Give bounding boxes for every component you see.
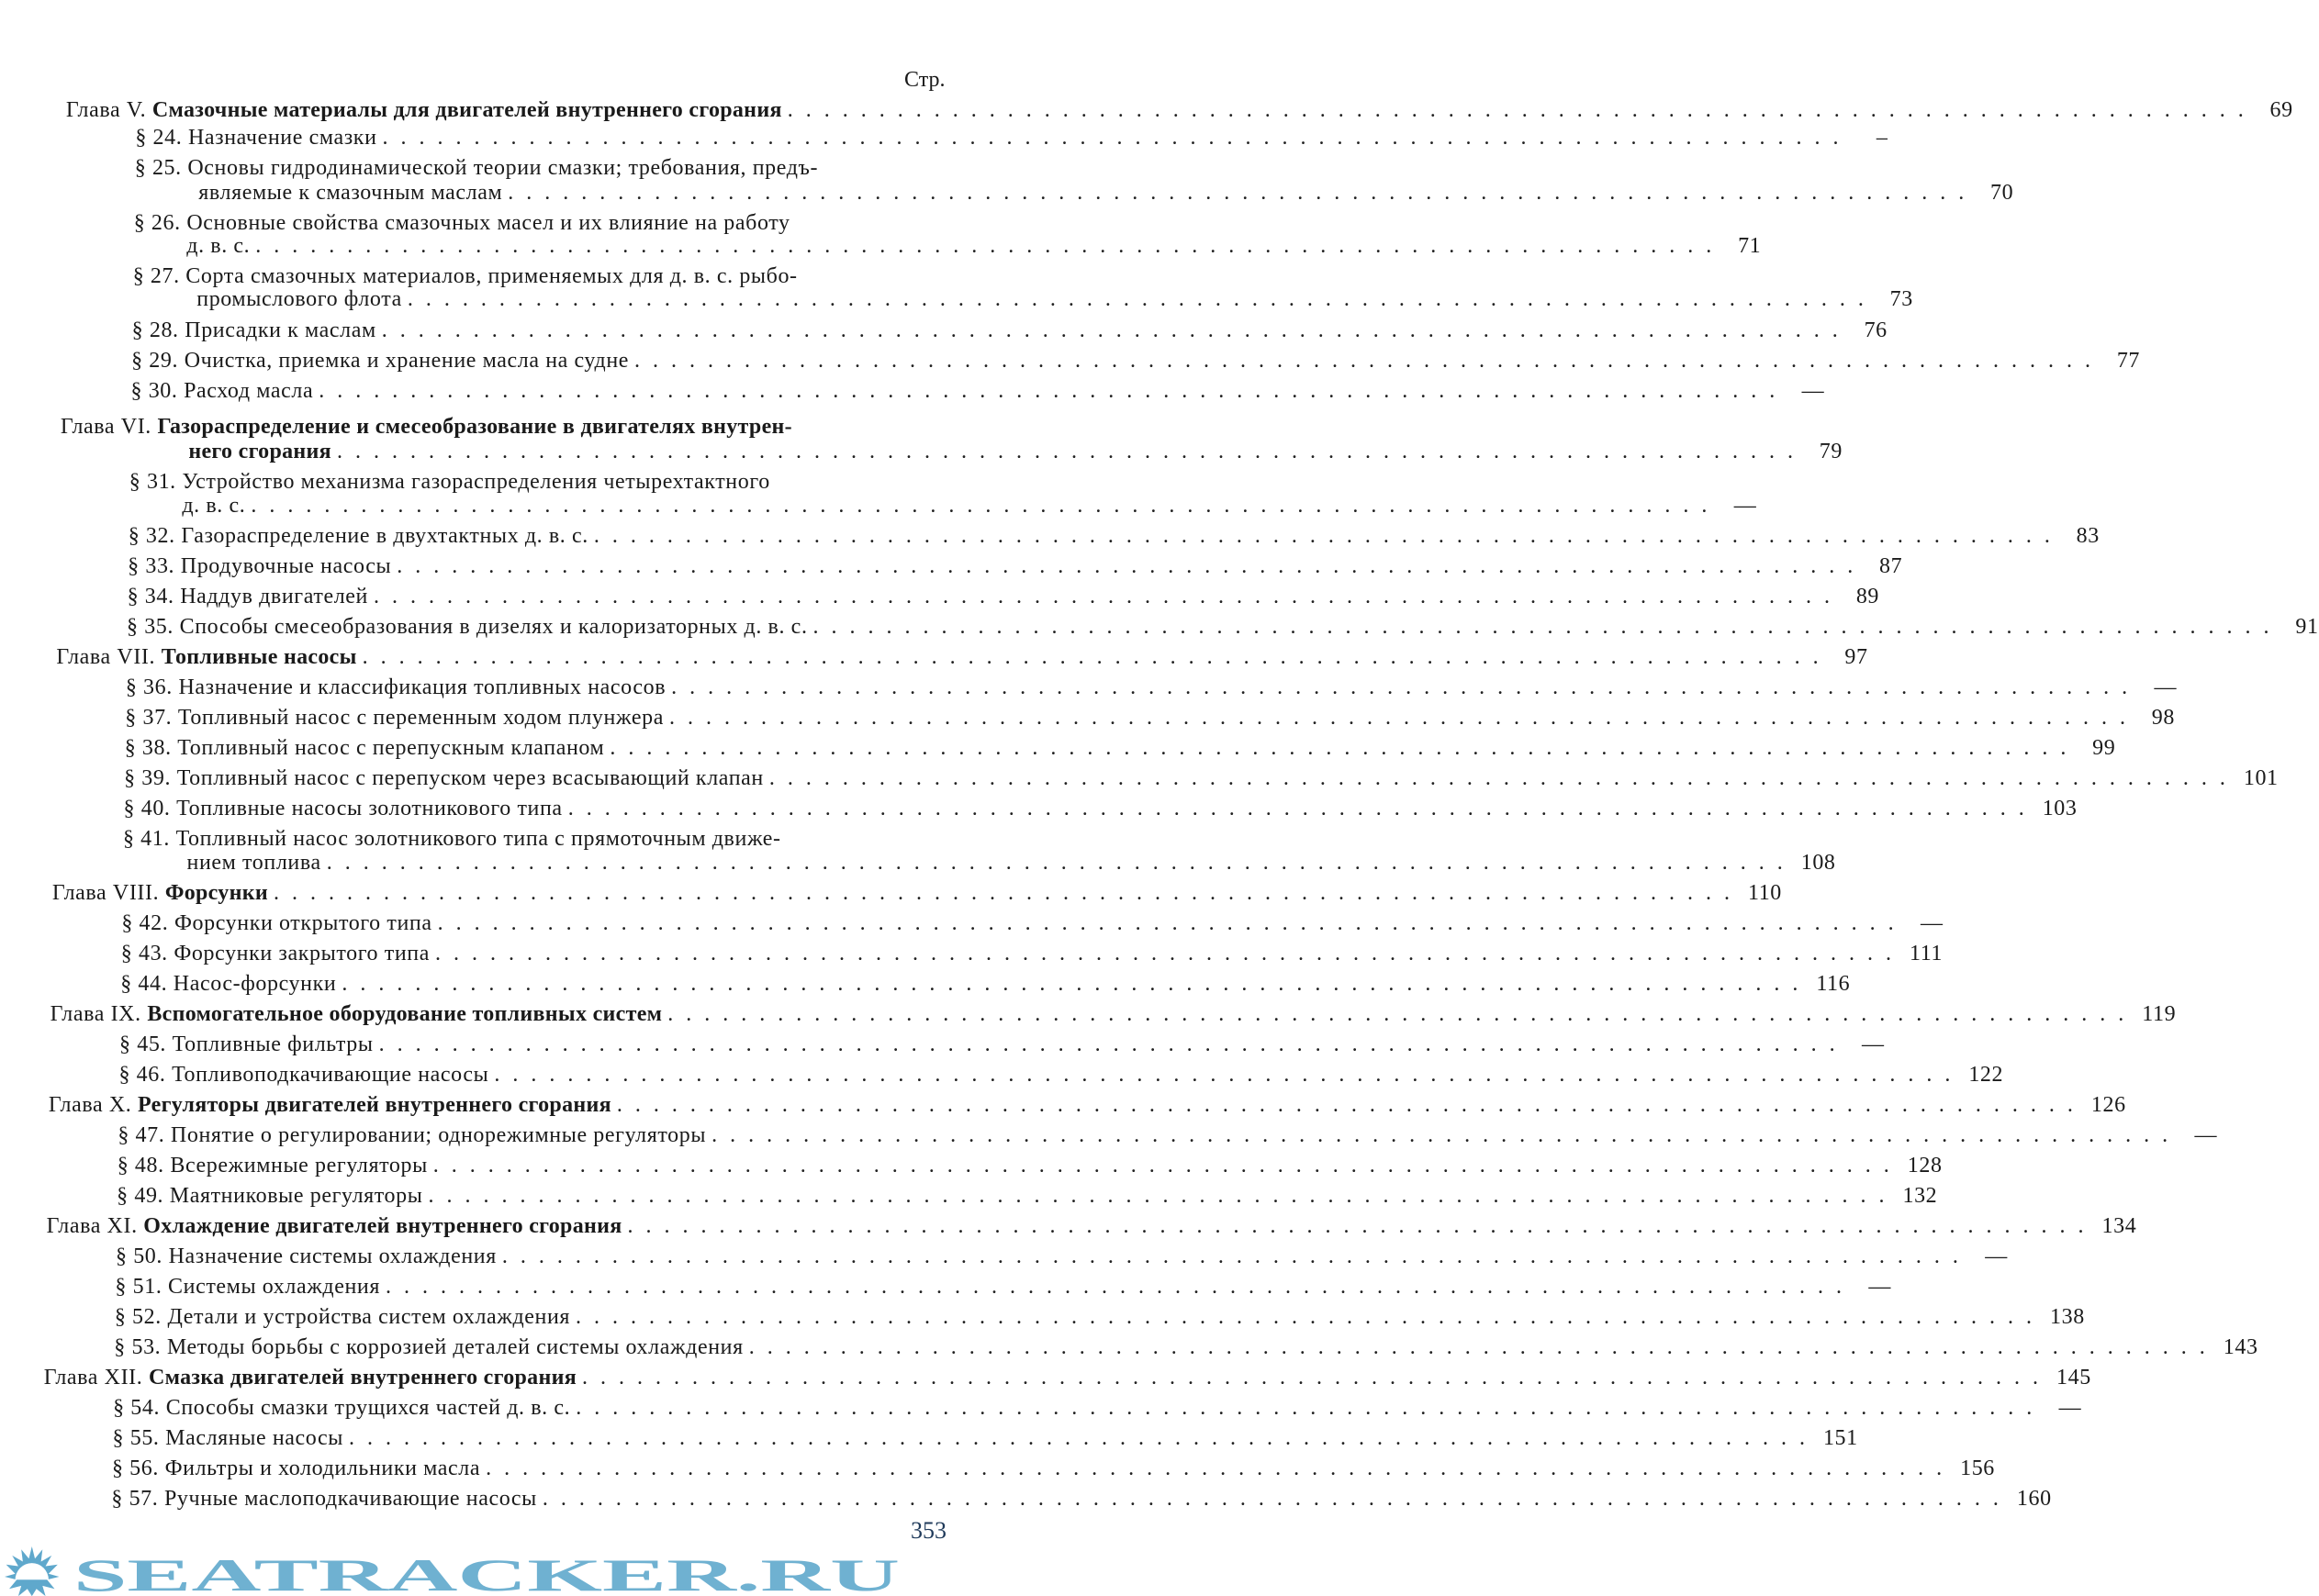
toc-chapter-row (43, 1366, 2091, 1390)
toc-section-row (129, 471, 962, 493)
dot-leader: ................................................................................ (671, 675, 2141, 699)
page-ref: — (1801, 379, 1825, 403)
section-title: Очистка, приемка и хранение масла на судне (184, 349, 630, 373)
toc-section-row (125, 706, 2175, 730)
section-title: являемые к смазочным маслам (198, 181, 503, 205)
toc-section-row (117, 1154, 1943, 1177)
section-number: § 56. (111, 1456, 159, 1480)
section-title: Фильтры и холодильники масла (164, 1456, 481, 1480)
section-number: § 43. (120, 942, 168, 965)
dot-leader: ................................................................................ (508, 181, 1977, 205)
section-title: Системы охлаждения (168, 1275, 380, 1299)
page-ref: 101 (2243, 766, 2279, 790)
section-number: § 41. (122, 827, 170, 851)
page-ref: 103 (2042, 797, 2078, 820)
toc-entry-text (128, 555, 391, 577)
dot-leader: ................................................................................ (501, 1244, 1971, 1268)
page-ref: 98 (2151, 706, 2175, 730)
dot-leader: ................................................................................ (812, 615, 2282, 639)
toc-entry-text (116, 1245, 497, 1267)
toc-entry-text (115, 1276, 380, 1298)
toc-section-row (128, 524, 2100, 548)
toc-entry-text (115, 1306, 570, 1328)
section-title: Ручные маслоподкачивающие насосы (163, 1487, 537, 1511)
chapter-title: Форсунки (164, 881, 268, 905)
section-number: § 50. (116, 1244, 162, 1268)
page-ref: 91 (2295, 615, 2319, 639)
toc-entry-text (132, 319, 376, 341)
section-number: § 47. (118, 1123, 165, 1147)
page-ref: — (2194, 1123, 2218, 1147)
page-ref: 70 (1990, 181, 2014, 205)
section-title: Основные свойства смазочных масел и их влияние на работу (186, 211, 790, 235)
toc-entry-text (113, 1427, 343, 1449)
watermark-logo (0, 1546, 991, 1596)
toc-section-row (124, 766, 2279, 790)
page-ref: 69 (2269, 98, 2293, 122)
dot-leader: ................................................................................ (255, 234, 1725, 258)
toc-chapter-row (188, 440, 1843, 463)
section-title: Форсунки открытого типа (174, 911, 432, 935)
section-number: § 44. (120, 972, 168, 996)
chapter-label: Глава VII. (56, 645, 156, 669)
toc-entry-text (125, 707, 664, 729)
section-title: Топливные фильтры (172, 1032, 374, 1056)
section-number: § 26. (133, 211, 181, 235)
toc-entry-text (182, 495, 245, 517)
section-number: § 38. (124, 736, 172, 760)
page-ref: 77 (2116, 349, 2141, 373)
dot-leader: ................................................................................ (610, 736, 2079, 760)
page-ref: — (2154, 675, 2178, 699)
toc-entry-text (117, 1185, 422, 1207)
toc-entry-text (52, 882, 268, 904)
toc-section-row (120, 972, 1851, 996)
toc-entry-text (118, 1064, 488, 1086)
toc-entry-text (135, 127, 376, 149)
toc-entry-text (198, 182, 502, 204)
toc-entry-text (187, 852, 321, 874)
page-ref: 76 (1864, 318, 1888, 342)
toc-section-row (135, 126, 1888, 150)
section-title: Топливный насос с переменным ходом плунжера (177, 706, 664, 730)
page-ref: 99 (2092, 736, 2116, 760)
dot-leader: ................................................................................ (397, 554, 1866, 578)
page-ref: 116 (1816, 972, 1851, 996)
page-ref: 126 (2090, 1093, 2126, 1117)
section-number: § 39. (124, 766, 172, 790)
toc-entry-text (112, 1457, 480, 1479)
toc-section-row (196, 287, 1913, 311)
page-ref: 128 (1907, 1154, 1943, 1177)
toc-section-row (113, 1396, 2082, 1420)
page-number: 353 (911, 1517, 947, 1544)
section-title: д. в. с. (186, 234, 251, 258)
toc-section-row (133, 265, 964, 287)
toc-section-row (127, 585, 1880, 608)
toc-entry-text (131, 350, 629, 372)
page-ref: — (2058, 1396, 2082, 1420)
dot-leader: ................................................................................ (378, 1032, 1848, 1056)
section-title: Топливный насос с перепуском через всасывающий клапан (176, 766, 764, 790)
page-ref: — (1985, 1244, 2008, 1268)
toc-section-row (120, 942, 1944, 965)
toc-entry-text (120, 973, 336, 995)
section-title: Назначение смазки (187, 126, 377, 150)
dot-leader: ................................................................................ (274, 881, 1742, 905)
toc-chapter-row (50, 1002, 2177, 1026)
toc-entry-text (118, 1155, 428, 1177)
dot-leader: ................................................................................ (382, 126, 1852, 150)
dot-leader: ................................................................................ (616, 1093, 2086, 1117)
toc-entry-text (134, 212, 790, 234)
toc-entry-text (196, 288, 402, 310)
toc-entry-text (133, 265, 798, 287)
toc-entry-text (129, 471, 770, 493)
dot-leader: ................................................................................ (711, 1123, 2181, 1147)
section-title: Устройство механизма газораспределения четырехтактного (182, 470, 770, 494)
toc-section-row (127, 615, 2319, 639)
section-title: Маятниковые регуляторы (169, 1184, 423, 1208)
section-number: § 45. (119, 1032, 167, 1056)
toc-section-row (182, 494, 1757, 518)
page-ref: 79 (1819, 440, 1843, 463)
page-ref: 73 (1889, 287, 1913, 311)
toc-entry-text (50, 1003, 663, 1025)
dot-leader: ................................................................................ (428, 1184, 1898, 1208)
toc-section-row (111, 1487, 2052, 1511)
chapter-label: Глава V. (65, 98, 147, 122)
dot-leader: ................................................................................ (542, 1487, 2011, 1511)
dot-leader: ................................................................................ (567, 797, 2037, 820)
chapter-label: Глава VIII. (51, 881, 160, 905)
dot-leader: ................................................................................ (576, 1305, 2045, 1329)
dot-leader: ................................................................................ (748, 1335, 2218, 1359)
toc-section-row (121, 911, 1944, 935)
page-ref: — (1868, 1275, 1891, 1299)
dot-leader: ................................................................................ (668, 706, 2138, 730)
toc-entry-text (121, 912, 431, 934)
page-ref: 89 (1855, 585, 1880, 608)
chapter-label: Глава XII. (43, 1366, 143, 1390)
dot-leader: ................................................................................ (362, 645, 1832, 669)
section-number: § 46. (118, 1063, 166, 1087)
dot-leader: ................................................................................ (348, 1426, 1818, 1450)
page-ref: 138 (2050, 1305, 2085, 1329)
toc-entry-text (119, 1033, 374, 1055)
dot-leader: ................................................................................ (576, 1396, 2045, 1420)
section-title: Насос-форсунки (173, 972, 337, 996)
section-number: § 33. (128, 554, 175, 578)
dot-leader: ................................................................................ (667, 1002, 2137, 1026)
section-title: Продувочные насосы (180, 554, 392, 578)
toc-entry-text (49, 1094, 611, 1116)
toc-section-row (131, 349, 2141, 373)
toc-section-row (117, 1184, 1938, 1208)
dot-leader: ................................................................................ (251, 494, 1720, 518)
dot-leader: ................................................................................ (768, 766, 2238, 790)
chapter-label: Глава IX. (50, 1002, 141, 1026)
toc-section-row (118, 1123, 2218, 1147)
section-title: Понятие о регулировании; однорежимные регуляторы (170, 1123, 707, 1147)
section-title: Способы смесеобразования в дизелях и калоризаторных д. в. с. (179, 615, 808, 639)
section-title: Присадки к маслам (185, 318, 376, 342)
section-title: Сорта смазочных материалов, применяемых для д. в. с. рыбо- (185, 264, 798, 288)
chapter-title: Смазочные материалы для двигателей внутреннего сгорания (151, 98, 782, 122)
toc-section-row (118, 1063, 2004, 1087)
chapter-title: Вспомогательное оборудование топливных систем (147, 1002, 663, 1026)
toc-entry-text (113, 1397, 570, 1419)
page-ref: 145 (2056, 1366, 2091, 1390)
page-ref: — (1862, 1032, 1885, 1056)
page-column-label: Стр. (904, 68, 946, 92)
toc-entry-text (135, 157, 818, 179)
dot-leader: ................................................................................ (432, 1154, 1902, 1177)
toc-section-row (114, 1335, 2258, 1359)
dot-leader: ................................................................................ (336, 440, 1806, 463)
dot-leader: ................................................................................ (342, 972, 1811, 996)
toc-section-row (134, 212, 965, 234)
toc-entry-text (66, 99, 782, 121)
chapter-label: Глава VI. (60, 415, 151, 439)
section-title: Основы гидродинамической теории смазки; требования, предъ- (187, 156, 819, 180)
toc-section-row (128, 554, 1903, 578)
page-ref: — (1733, 494, 1757, 518)
dot-leader: ................................................................................ (634, 349, 2104, 373)
section-number: § 55. (112, 1426, 160, 1450)
toc-section-row (123, 797, 2078, 820)
page-ref: 143 (2223, 1335, 2258, 1359)
chapter-title: Регуляторы двигателей внутреннего сгорания (137, 1093, 611, 1117)
section-title: Масляные насосы (165, 1426, 343, 1450)
page-ref: 97 (1844, 645, 1868, 669)
chapter-title: Топливные насосы (161, 645, 357, 669)
toc-section-row (114, 1305, 2085, 1329)
section-title: Методы борьбы с коррозией деталей системы охлаждения (166, 1335, 744, 1359)
dot-leader: ................................................................................ (319, 379, 1788, 403)
page-ref: 71 (1738, 234, 1762, 258)
toc-section-row (112, 1426, 1858, 1450)
chapter-label: Глава XI. (46, 1214, 138, 1238)
section-number: § 32. (128, 524, 175, 548)
page-ref: 111 (1909, 942, 1944, 965)
toc-entry-text (124, 767, 764, 789)
section-number: § 34. (127, 585, 174, 608)
toc-section-row (119, 1032, 1885, 1056)
dot-leader: ................................................................................ (386, 1275, 1854, 1299)
section-number: § 35. (127, 615, 174, 639)
section-title: Способы смазки трущихся частей д. в. с. (165, 1396, 571, 1420)
watermark-text: SEATRACKER.RU (73, 1549, 901, 1596)
toc-entry-text (111, 1488, 537, 1510)
dot-leader: ................................................................................ (582, 1366, 2052, 1390)
chapter-title: него сгорания (188, 440, 331, 463)
dot-leader: ................................................................................ (437, 911, 1907, 935)
dot-leader: ................................................................................ (787, 98, 2257, 122)
section-number: § 30. (130, 379, 178, 403)
toc-chapter-row (48, 1093, 2126, 1117)
section-title: Топливный насос с перепускным клапаном (177, 736, 605, 760)
toc-section-row (115, 1275, 1891, 1299)
sun-icon (5, 1546, 59, 1596)
section-number: § 51. (115, 1275, 162, 1299)
toc-entry-text (188, 441, 331, 463)
toc-entry-text (47, 1215, 622, 1237)
section-title: Назначение системы охлаждения (168, 1244, 497, 1268)
section-title: Детали и устройства систем охлаждения (167, 1305, 571, 1329)
section-title: Форсунки закрытого типа (174, 942, 430, 965)
section-title: Топливные насосы золотникового типа (176, 797, 563, 820)
page-ref: 122 (1968, 1063, 2004, 1087)
toc-section-row (135, 157, 966, 179)
toc-section-row (116, 1244, 2008, 1268)
section-title: Топливный насос золотникового типа с прямоточным движе- (175, 827, 781, 851)
toc-entry-text (126, 676, 666, 698)
toc-entry-text (129, 525, 588, 547)
section-number: § 53. (114, 1335, 162, 1359)
dot-leader: ................................................................................ (374, 585, 1843, 608)
dot-leader: ................................................................................ (486, 1456, 1955, 1480)
dot-leader: ................................................................................ (326, 851, 1796, 875)
section-title: нием топлива (186, 851, 321, 875)
section-number: § 42. (121, 911, 169, 935)
dot-leader: ................................................................................ (593, 524, 2063, 548)
toc-section-row (131, 318, 1888, 342)
page-ref: 132 (1902, 1184, 1938, 1208)
section-number: § 24. (135, 126, 183, 150)
section-number: § 49. (117, 1184, 164, 1208)
toc-section-row (123, 828, 958, 850)
section-number: § 54. (113, 1396, 161, 1420)
toc-entry-text (56, 646, 356, 668)
toc-entry-text (61, 416, 792, 438)
section-number: § 29. (131, 349, 179, 373)
toc-entry-text (127, 616, 808, 638)
section-number: § 25. (134, 156, 182, 180)
section-title: Всережимные регуляторы (170, 1154, 428, 1177)
toc-section-row (186, 851, 1836, 875)
toc-entry-text (121, 943, 430, 965)
dot-leader: ................................................................................ (434, 942, 1904, 965)
section-number: § 37. (125, 706, 173, 730)
page-ref: 87 (1878, 554, 1903, 578)
section-number: § 31. (129, 470, 176, 494)
toc-chapter-row (51, 881, 1782, 905)
section-title: промыслового флота (196, 287, 402, 311)
section-title: Газораспределение в двухтактных д. в. с. (181, 524, 588, 548)
section-title: Расход масла (184, 379, 314, 403)
dot-leader: ................................................................................ (407, 287, 1876, 311)
section-number: § 36. (125, 675, 173, 699)
chapter-title: Газораспределение и смесеобразование в двигателях внутрен- (157, 415, 792, 439)
toc-entry-text (186, 235, 250, 257)
section-number: § 48. (117, 1154, 164, 1177)
toc-entry-text (123, 828, 781, 850)
dot-leader: ................................................................................ (627, 1214, 2097, 1238)
toc-section-row (130, 379, 1825, 403)
toc-entry-text (118, 1124, 706, 1146)
section-title: Топливоподкачивающие насосы (172, 1063, 489, 1087)
page-ref: 160 (2016, 1487, 2052, 1511)
chapter-label: Глава X. (48, 1093, 132, 1117)
page-ref: — (1921, 911, 1944, 935)
toc-section-row (111, 1456, 1995, 1480)
toc-chapter-row (56, 645, 1868, 669)
section-title: д. в. с. (182, 494, 246, 518)
toc-entry-text (131, 380, 314, 402)
section-title: Наддув двигателей (180, 585, 369, 608)
section-number: § 28. (131, 318, 179, 342)
toc-chapter-row (46, 1214, 2137, 1238)
chapter-title: Охлаждение двигателей внутреннего сгорания (143, 1214, 622, 1238)
toc-section-row (186, 234, 1762, 258)
dot-leader: ................................................................................ (381, 318, 1851, 342)
page-ref: 119 (2142, 1002, 2177, 1026)
toc-section-row (125, 675, 2178, 699)
page-ref: 156 (1960, 1456, 1995, 1480)
toc-entry-text (128, 586, 368, 608)
page-ref: 83 (2076, 524, 2100, 548)
section-number: § 40. (123, 797, 171, 820)
page-ref: 108 (1800, 851, 1836, 875)
page-ref: 151 (1822, 1426, 1858, 1450)
toc-section-row (124, 736, 2116, 760)
chapter-title: Смазка двигателей внутреннего сгорания (148, 1366, 577, 1390)
page-ref: 110 (1748, 881, 1782, 905)
section-number: § 57. (111, 1487, 159, 1511)
toc-entry-text (125, 737, 605, 759)
section-number: § 52. (114, 1305, 162, 1329)
toc-entry-text (44, 1367, 577, 1389)
toc-section-row (198, 181, 2014, 205)
toc-entry-text (114, 1336, 744, 1358)
page-ref: – (1876, 126, 1888, 150)
section-title: Назначение и классификация топливных насосов (178, 675, 667, 699)
page-ref: 134 (2101, 1214, 2137, 1238)
toc-chapter-row (65, 98, 2293, 122)
toc-entry-text (124, 798, 563, 820)
dot-leader: ................................................................................ (494, 1063, 1964, 1087)
section-number: § 27. (132, 264, 180, 288)
toc-chapter-row (61, 416, 962, 438)
